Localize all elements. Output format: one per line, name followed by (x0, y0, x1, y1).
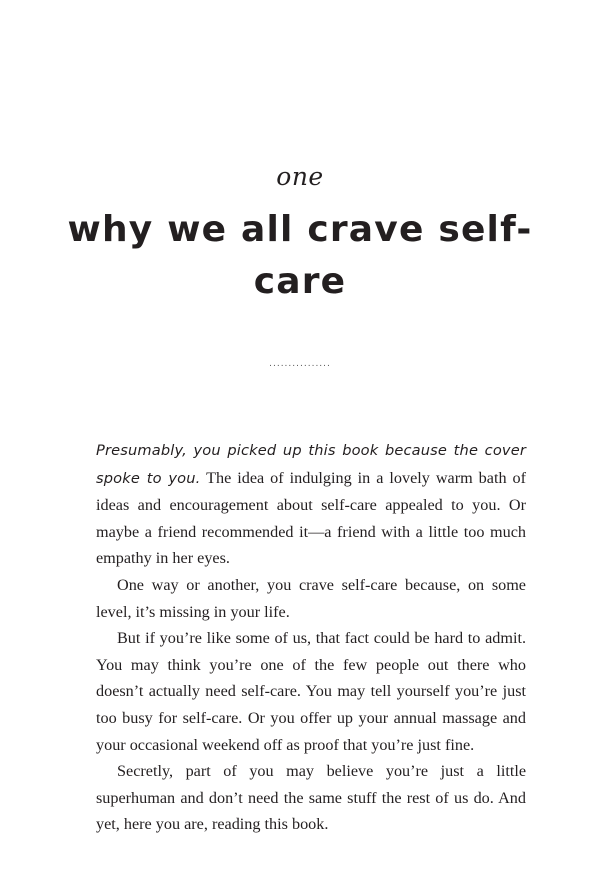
paragraph-4: Secretly, part of you may believe you’re just a little superhuman and don’t need the same stuff the rest of us do. And yet, here you are, reading this book. (96, 762, 526, 834)
chapter-number: one (276, 162, 324, 191)
lead-in-sentence: Presumably, you picked up this book because the cover spoke to you. (96, 442, 526, 487)
body-text (96, 437, 526, 838)
paragraph-2: One way or another, you crave self-care because, on some level, it’s missing in your life. (96, 575, 526, 621)
paragraph-3: But if you’re like some of us, that fact could be hard to admit. You may think you’re one of the few people out there who doesn’t actually need self-care. You may tell yourself you’re just too busy for self-care. Or you offer up your annual massage and your occasional weekend off as proof that you’re just fine. (96, 629, 526, 754)
chapter-title: why we all crave self-care (67, 209, 533, 302)
paragraph-1 (96, 437, 526, 572)
paragraph-1-text: The idea of indulging in a lovely warm bath of ideas and encouragement about self-care appealed to you. Or maybe a friend recommended it—a friend with a little too much empathy in her eyes. (96, 468, 526, 568)
ornament-divider: ................ (269, 359, 331, 369)
